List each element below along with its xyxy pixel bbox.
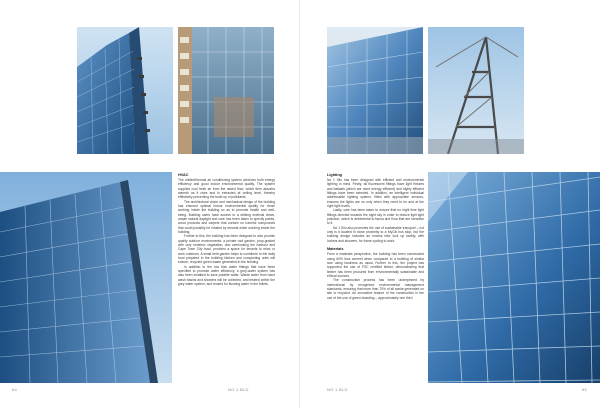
lighting-materials-article xyxy=(327,173,424,305)
lighting-heading: Lighting xyxy=(327,173,342,177)
photo-glass-facade-corner xyxy=(77,27,173,154)
hvac-paragraph: In addition to the low flow water fittings that have been specified to promote water efficiency, a grey-water system has also been installed to save potable water. Waste water from hand wash basins and showers will be collected, and treated within the grey water system, and reused for flushing water in the toilets. xyxy=(178,264,275,287)
materials-paragraph: The construction process has been underpinned by international by recognised environmental management standards, ensuring that more than 70% of all waste generated on site is recycled. An innovative feature of the construction is the use of the use of green boarding – approximately one third xyxy=(327,278,424,300)
hvac-article xyxy=(178,173,275,286)
photo-silo-and-glass xyxy=(178,27,274,154)
materials-paragraph: From a materials perspective, the building has been constructed using 60% less cement when compared to a building of similar size using business as usual. Further to this, the project has supported the use of FSC certified timber, demonstrating that timber has been procured from environmentally sustainable and ethical sources. xyxy=(327,252,424,279)
lighting-section xyxy=(327,173,424,243)
photo-glass-wall xyxy=(327,27,423,154)
hvac-paragraph: The architectural vision and mechanical design of the building has ensured optimal indoor environmental quality for those working inside the building so as to promote health and well-being. Building users have access to a striking external views, ample natural daylight and care has been taken to specify paints, wood products and carpets that contain no harmful compounds that could possibly be inhaled by tenants when working inside the building. xyxy=(178,199,275,235)
page-number-right: 65 xyxy=(582,387,588,392)
lighting-paragraph: No 1 Silo has been designed with efficient and environmental lighting in mind. Firstly, all fluorescent fittings have light fixtures and ballasts (which are more energy efficient) and highly efficient fittings have been selected. In addition, an intelligent individual addressable lighting system, fitted with appropriate sensors, ensures the lights are on only when they need to be and at the right light levels. xyxy=(327,177,424,208)
photo-glass-grid-facade xyxy=(428,172,600,383)
page-number-left: 64 xyxy=(12,387,18,392)
lighting-paragraph: No 1 Silo also promotes the use of sustainable transport – not only is it located in close proximity to a MyCiti bus stop, but the building design includes an excess bike lock up facility, with lockers and showers, for those cycling to work. xyxy=(327,225,424,243)
magazine-name-left: NO 1 BLD xyxy=(228,387,249,392)
photo-steel-structure xyxy=(428,27,524,154)
lighting-paragraph: Lastly, care has been taken to ensure that no night time light fittings directed towards the night sky in order to reduce light light pollution, which is detrimental to fauna and flora that are sensitive to it. xyxy=(327,208,424,226)
hvac-paragraph: The chilled/thermal air conditioning system achieves both energy efficiency and good indoor environmental quality. The system supplies cool fresh air from the raised floor, which then absorbs warmth as it rises and is extracted at ceiling level, thereby effectively preventing the build up of pollutants. xyxy=(178,177,275,200)
hvac-paragraph: Further to this, the building has been designed to also provide quality outdoor environments: a private roof garden, prop-graded with only endemic vegetation, and overlooking the harbour and Cape Town City bowl, provides a space for tenants to relax or work outdoors. A small herb garden helps to contribute to the daily food prepared in the building kitchen and composting units will ensure, recycled green waste generated in the building. xyxy=(178,234,275,265)
materials-section xyxy=(327,247,424,300)
hvac-heading: HVAC xyxy=(178,173,189,177)
right-page xyxy=(300,0,600,408)
materials-heading: Materials xyxy=(327,247,344,252)
photo-glass-tower-perspective xyxy=(0,172,172,383)
magazine-name-right: NO 1 BLD xyxy=(327,387,348,392)
